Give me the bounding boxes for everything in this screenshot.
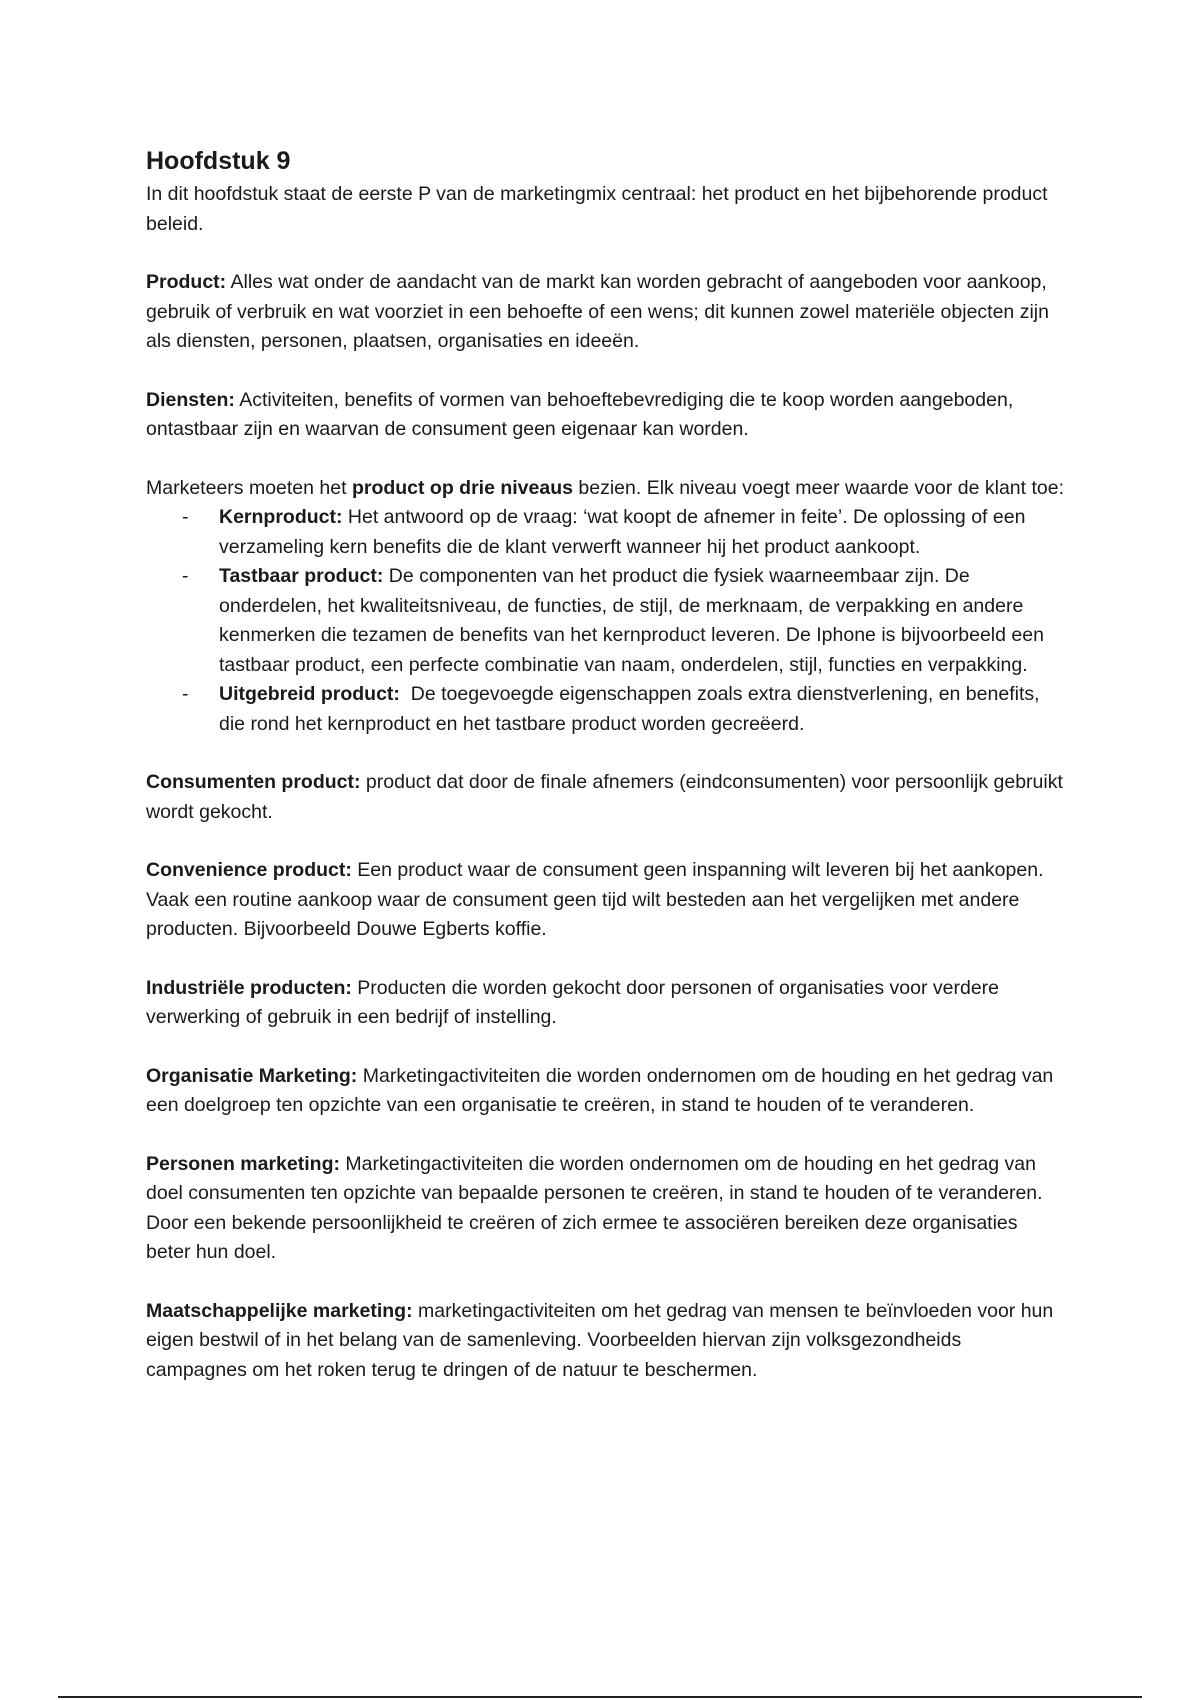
definition-convenience-product xyxy=(146,856,1066,945)
level-text: De toegevoegde eigenschappen zoals extra dienstverlening, en benefits, die rond het kernproduct en het tastbare product worden gecreëerd. xyxy=(219,683,1045,735)
definition-consumenten-product xyxy=(146,768,1066,827)
levels-intro-text: bezien. Elk niveau voegt meer waarde voor de klant toe: xyxy=(572,476,1065,499)
document-page xyxy=(146,146,1066,1385)
definition-text: product dat door de finale afnemers (eindconsumenten) voor persoonlijk gebruikt wordt gekocht. xyxy=(146,771,1063,823)
product-levels-list xyxy=(146,503,1066,739)
levels-intro-bold: product op drie niveaus xyxy=(351,476,573,499)
intro-paragraph: In dit hoofdstuk staat de eerste P van de marketingmix centraal: het product en het bijbehorende product beleid. xyxy=(146,183,1048,235)
list-item-tastbaar-product xyxy=(146,562,1066,680)
definition-term: Convenience product: xyxy=(146,859,352,881)
definition-term: Personen marketing: xyxy=(146,1152,340,1175)
definition-term: Organisatie Marketing: xyxy=(146,1064,358,1087)
dash-bullet: - xyxy=(182,506,189,528)
definition-industriele-producten xyxy=(146,974,1066,1033)
definition-diensten xyxy=(146,386,1066,445)
definition-term: Product: xyxy=(146,271,227,293)
levels-intro xyxy=(146,474,1066,504)
level-term: Uitgebreid product: xyxy=(219,683,400,705)
dash-bullet: - xyxy=(182,565,189,587)
definition-text: Activiteiten, benefits of vormen van behoeftebevrediging die te koop worden aangeboden, ontastbaar zijn en waarvan de consument geen eigenaar kan worden. xyxy=(146,388,1014,440)
definition-maatschappelijke-marketing xyxy=(146,1297,1066,1386)
levels-intro-text: Marketeers moeten het xyxy=(146,476,352,499)
page-title: Hoofdstuk 9 xyxy=(146,147,291,175)
definition-term: Diensten: xyxy=(146,388,235,411)
level-text: De componenten van het product die fysiek waarneembaar zijn. De onderdelen, het kwaliteitsniveau, de functies, de stijl, de merknaam, de verpakking en andere kenmerken die tezamen de benefits van het kernproduct leveren. De Iphone is bijvoorbeeld een tastbaar product, een perfecte combinatie van naam, onderdelen, stijl, functies en verpakking. xyxy=(219,565,1044,676)
definition-personen-marketing xyxy=(146,1150,1066,1268)
definition-organisatie-marketing xyxy=(146,1062,1066,1121)
definition-product xyxy=(146,268,1066,357)
definition-term: Consumenten product: xyxy=(146,771,361,793)
definition-term: Maatschappelijke marketing: xyxy=(146,1299,413,1322)
definition-text: Alles wat onder de aandacht van de markt kan worden gebracht of aangeboden voor aankoop, gebruik of verbruik en wat voorziet in een behoefte of een wens; dit kunnen zowel materiële objecten zijn als diensten, personen, plaatsen, organisaties en ideeën. xyxy=(146,271,1049,352)
footer-divider xyxy=(58,1696,1142,1698)
definition-term: Industriële producten: xyxy=(146,976,352,999)
definition-text: Producten die worden gekocht door personen of organisaties voor verdere verwerking of gebruik in een bedrijf of instelling. xyxy=(146,976,1000,1028)
definition-text: Een product waar de consument geen inspanning wilt leveren bij het aankopen. Vaak een routine aankoop waar de consument geen tijd wilt besteden aan het vergelijken met andere producten. Bijvoorbeeld Douwe Egberts koffie. xyxy=(146,859,1044,940)
level-term: Tastbaar product: xyxy=(219,565,384,587)
definition-text: Marketingactiviteiten die worden ondernomen om de houding en het gedrag van een doelgroep ten opzichte van een organisatie te creëren, in stand te houden of te veranderen. xyxy=(146,1064,1054,1116)
dash-bullet: - xyxy=(182,683,189,705)
list-item-kernproduct xyxy=(146,503,1066,562)
level-term: Kernproduct: xyxy=(219,506,343,528)
definition-text: Marketingactiviteiten die worden ondernomen om de houding en het gedrag van doel consumenten ten opzichte van bepaalde personen te creëren, in stand te houden of te veranderen. Door een bekende persoonlijkheid te creëren of zich ermee te associëren bereiken deze organisaties beter hun doel. xyxy=(146,1152,1043,1263)
level-text: Het antwoord op de vraag: ‘wat koopt de afnemer in feite’. De oplossing of een verzameling kern benefits die de klant verwerft wanneer hij het product aankoopt. xyxy=(219,506,1026,558)
definition-text: marketingactiviteiten om het gedrag van mensen te beïnvloeden voor hun eigen bestwil of in het belang van de samenleving. Voorbeelden hiervan zijn volksgezondheids campagnes om het roken terug te dringen of de natuur te beschermen. xyxy=(146,1299,1054,1381)
list-item-uitgebreid-product xyxy=(146,680,1066,739)
